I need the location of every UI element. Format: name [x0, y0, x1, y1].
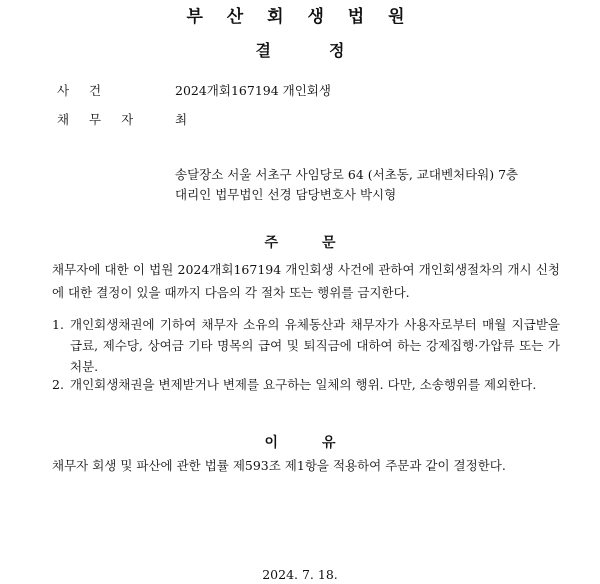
order-heading: [0, 232, 600, 252]
order-text: 채무자에 대한 이 법원 2024개회167194 개인회생 사건에 관하여 개인회생절차의 개시 신청에 대한 결정이 있을 때까지 다음의 각 절차 또는 행위를 금지한다.: [52, 262, 560, 300]
list-item-text: 개인회생채권에 기하여 채무자 소유의 유체동산과 채무자가 사용자로부터 매월 지급받을 급료, 제수당, 상여금 기타 명목의 급여 및 퇴직금에 대하여 하는 강제집행·가압류 또는 가처분.: [70, 317, 560, 374]
document-title-char-1: 결: [255, 41, 271, 60]
case-row: [57, 81, 331, 99]
decision-date: 2024. 7. 18.: [262, 567, 338, 582]
list-item-number: 1.: [52, 317, 64, 332]
reason-heading: [0, 432, 600, 452]
document-title: [0, 38, 600, 61]
delivery-address: 송달장소 서울 서초구 사임당로 64 (서초동, 교대벤처타워) 7층: [175, 167, 519, 182]
debtor-label: 채 무 자: [57, 112, 142, 127]
case-value: 2024개회167194 개인회생: [175, 83, 331, 98]
order-heading-char-1: 주: [264, 235, 278, 251]
reason-heading-char-2: 유: [322, 435, 336, 451]
debtor-row: [57, 110, 187, 128]
list-item: [52, 374, 560, 395]
list-item-number: 2.: [52, 377, 64, 392]
list-item: [52, 314, 560, 377]
case-label: 사 건: [57, 83, 110, 98]
order-heading-char-2: 문: [322, 235, 336, 251]
debtor-value: 최: [175, 112, 188, 127]
list-item-text: 개인회생채권을 변제받거나 변제를 요구하는 일체의 행위. 다만, 소송행위를 제외한다.: [70, 377, 537, 392]
document-title-char-2: 정: [329, 41, 345, 60]
legal-agent: 대리인 법무법인 선경 담당변호사 박시형: [175, 187, 397, 202]
delivery-block: [175, 165, 518, 205]
reason-heading-char-1: 이: [264, 435, 278, 451]
reason-text: 채무자 회생 및 파산에 관한 법률 제593조 제1항을 적용하여 주문과 같이 결정한다.: [52, 458, 506, 473]
court-name: 부 산 회 생 법 원: [186, 7, 414, 27]
